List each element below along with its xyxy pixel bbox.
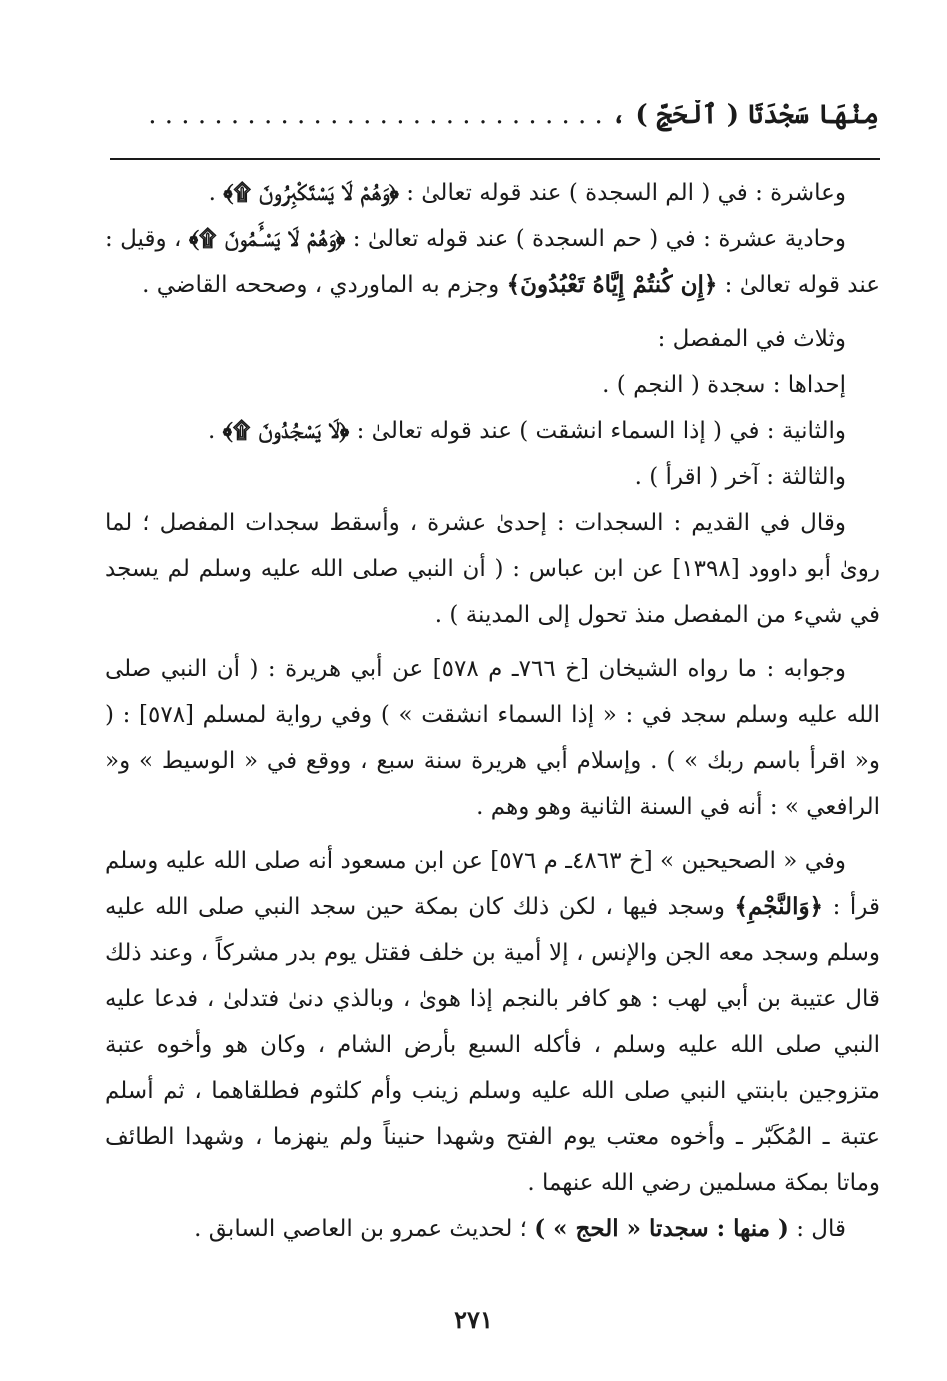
header-title: مِنْهَا سَجْدَتَا ( ٱلْحَجِّ ) ، [611,100,879,130]
paragraph-6: والثالثة : آخر ( اقرأ ) . [634,464,846,490]
quran-quote: ﴿لَا يَسْجُدُونَ ۩﴾ [222,417,350,444]
paragraph-9: وفي « الصحيحين » [خ ٤٨٦٣ـ م ٥٧٦] عن ابن مسعود أنه صلى الله عليه وسلم قرأ : ﴿وَالنَّجْمِ﴾ وسجد فيها ، لكن ذلك كان بمكة حين سجد النبي صلى الله عليه وسلم وسجد معه الجن والإنس ، إلا أمية بن خلف فقتل يوم بدر مشركاً ، وعند ذلك قال عتيبة بن أبي لهب : هو كافر بالنجم إذا هوىٰ ، وبالذي دنىٰ فتدلىٰ ، فدعا عليه النبي صلى الله عليه وسلم ، فأكله السبع بأرض الشام ، وكان هو وأخوه عتبة متزوجين بابنتي النبي صلى الله عليه وسلم زينب وأم كلثوم فطلقاهما ، ثم أسلم عتبة ـ المُكَبّر ـ وأخوه معتب يوم الفتح وشهدا حنيناً ولم ينهزما ، وشهدا الطائف وماتا بمكة مسلمين رضي الله عنهما . [105,848,880,1196]
paragraph-7: وقال في القديم : السجدات : إحدىٰ عشرة ، وأسقط سجدات المفصل ؛ لما روىٰ أبو داوود [١٣٩٨] عن ابن عباس : ( أن النبي صلى الله عليه وسلم لم يسجد في شيء من المفصل منذ تحول إلى المدينة ) . [105,510,880,628]
paragraph-5: والثانية : في ( إذا السماء انشقت ) عند قوله تعالىٰ : ﴿لَا يَسْجُدُونَ ۩﴾ . [208,417,846,444]
header-rule [110,158,880,160]
quran-quote: ﴿وَهُمْ لَا يَسْـَٔمُونَ ۩﴾ [188,225,346,252]
quran-quote: ﴿وَهُمْ لَا يَسْتَكْبِرُونَ ۩﴾ [223,179,399,206]
quran-quote: ﴿وَالنَّجْمِ﴾ [734,893,824,920]
paragraph-2: وحادية عشرة : في ( حم السجدة ) عند قوله تعالىٰ : ﴿وَهُمْ لَا يَسْـَٔمُونَ ۩﴾ ، وقيل : عند قوله تعالىٰ : ﴿إِن كُنتُمْ إِيَّاهُ تَعْبُدُونَ﴾ وجزم به الماوردي ، وصححه القاضي . [105,225,880,298]
header-dots: . . . . . . . . . . . . . . . . . . . . . . . . . . . . [148,100,603,130]
matn-quote: ( منها : سجدتا « الحج » ) [534,1215,789,1242]
running-header [110,100,879,140]
paragraph-4: إحداها : سجدة ( النجم ) . [602,372,846,398]
paragraph-8: وجوابه : ما رواه الشيخان [خ ٧٦٦ـ م ٥٧٨] عن أبي هريرة : ( أن النبي صلى الله عليه وسلم سجد في : « إذا السماء انشقت » ) وفي رواية لمسلم [٥٧٨] : ( و« اقرأ باسم ربك » ) . وإسلام أبي هريرة سنة سبع ، ووقع في « الوسيط » و« الرافعي » : أنه في السنة الثانية وهو وهم . [105,656,880,820]
main-text [105,170,880,1252]
paragraph-3: وثلاث في المفصل : [657,326,846,352]
quran-quote: ﴿إِن كُنتُمْ إِيَّاهُ تَعْبُدُونَ﴾ [506,271,718,298]
paragraph-1: وعاشرة : في ( الم السجدة ) عند قوله تعالىٰ : ﴿وَهُمْ لَا يَسْتَكْبِرُونَ ۩﴾ . [208,179,846,206]
page-number: ٢٧١ [454,1305,493,1334]
paragraph-10: قال : ( منها : سجدتا « الحج » ) ؛ لحديث عمرو بن العاصي السابق . [194,1215,846,1242]
